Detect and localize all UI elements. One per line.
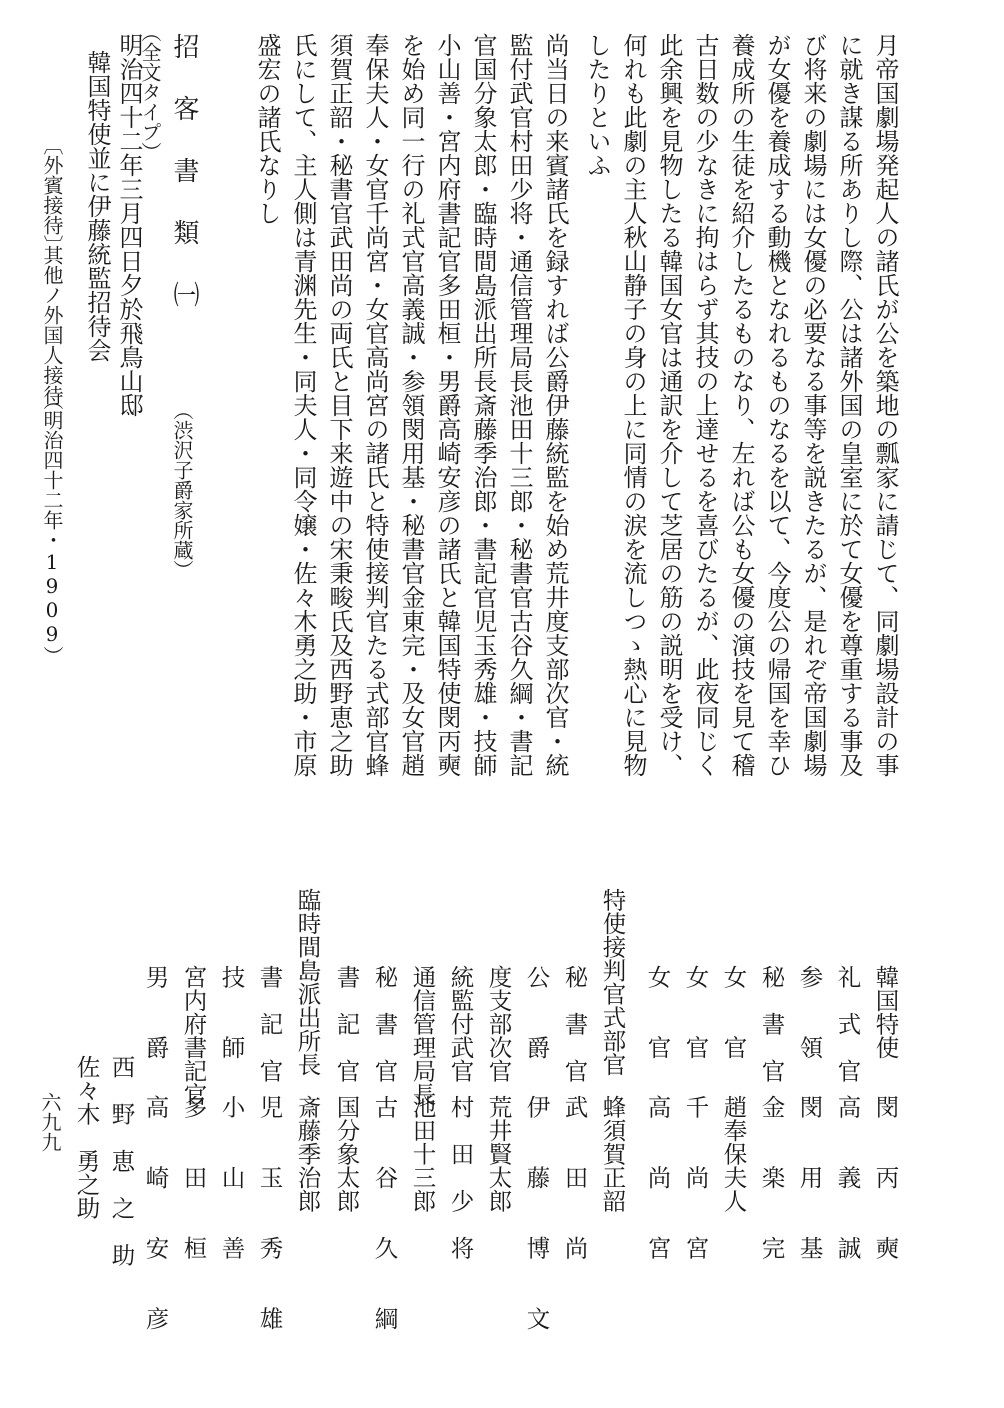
category-label: 〔外賓接待〕 — [40, 135, 64, 255]
body-line: び将来の劇場には女優の必要なる事等を説きたるが、是れぞ帝国劇場 — [799, 33, 827, 777]
body-line: 官国分象太郎・臨時間島派出所長斎藤季治郎・書記官児玉秀雄・技師 — [469, 33, 497, 777]
body-line: を始め同一行の礼式官高義誠・参領閔用基・秘書官金東完・及女官趙 — [397, 33, 425, 777]
guest-name: 金 楽 完 — [757, 1095, 786, 1260]
guest-name: 閔 丙 奭 — [871, 1095, 900, 1260]
guest-role: 技 師 — [217, 965, 246, 1059]
body-line: に就き謀る所ありし際、公は諸外国の皇室に於て女優を尊重する事及 — [835, 33, 863, 777]
guest-role: 礼 式 官 — [833, 965, 862, 1083]
body-line: 此余興を見物したる韓国女官は通訳を介して芝居の筋の説明を受け、 — [655, 33, 683, 777]
guest-role: 参 領 — [795, 965, 824, 1059]
guest-role: 女 官 — [643, 965, 672, 1059]
body-line: 氏にして、主人側は青渊先生・同夫人・同令嬢・佐々木勇之助・市原 — [289, 33, 317, 777]
guest-role: 特使接判官式部官 — [598, 888, 627, 1076]
body-line: 養成所の生徒を紹介したるものなり、左れば公も女優の演技を見て稽 — [727, 33, 755, 777]
guest-role: 男 爵 — [141, 965, 170, 1059]
guest-role: 女 官 — [719, 965, 748, 1059]
guest-role: 通信管理局長 — [408, 965, 437, 1106]
guest-name: 閔 用 基 — [795, 1095, 824, 1260]
body-line: 須賀正韶・秘書官武田尚の両氏と目下来遊中の宋秉畯氏及西野恵之助 — [325, 33, 353, 777]
guest-name: 西 野 恵 之 助 — [107, 1055, 136, 1267]
guest-role: 韓国特使 — [871, 965, 900, 1059]
guest-role: 秘 書 官 — [560, 965, 589, 1083]
guest-role: 女 官 — [681, 965, 710, 1059]
guest-name: 池田十三郎 — [408, 1095, 437, 1213]
guest-name: 蜂須賀正韶 — [598, 1095, 627, 1213]
body-line: が女優を養成する動機となれるものなるを以て、今度公の帰国を幸ひ — [763, 33, 791, 777]
source-note: （渋沢子爵家所蔵） — [170, 400, 194, 580]
guest-name: 児 玉 秀 雄 — [255, 1095, 284, 1330]
body-line: 古日数の少なきに拘はらず其技の上達せるを喜びたるが、此夜同じく — [691, 33, 719, 777]
category-date: （明治四十二年・1909） — [40, 390, 64, 666]
body-line: 監付武官村田少将・通信管理局長池田十三郎・秘書官古谷久綱・書記 — [505, 33, 533, 777]
guest-name: 伊 藤 博 文 — [522, 1095, 551, 1330]
guest-name: 荒井賢太郎 — [484, 1095, 513, 1213]
body-line: 盛宏の諸氏なりし — [253, 33, 281, 225]
guest-role: 宮内府書記官 — [179, 965, 208, 1106]
guest-role: 書 記 官 — [255, 965, 284, 1083]
body-line: したりといふ — [583, 33, 611, 177]
guest-name: 高 義 誠 — [833, 1095, 862, 1260]
body-line: 小山善・宮内府書記官多田桓・男爵高崎安彦の諸氏と韓国特使閔丙奭 — [433, 33, 461, 777]
guest-role: 度支部次官 — [484, 965, 513, 1083]
guest-name: 村 田 少 将 — [446, 1095, 475, 1260]
body-line: 奉保夫人・女官千尚宮・女官高尚宮の諸氏と特使接判官たる式部官蜂 — [361, 33, 389, 777]
guest-role: 臨時間島派出所長 — [293, 888, 322, 1076]
page-number: 六九九 — [38, 1092, 62, 1152]
guest-name: 国分象太郎 — [332, 1095, 361, 1213]
guest-name: 多 田 桓 — [179, 1095, 208, 1260]
guest-role: 秘 書 官 — [757, 965, 786, 1083]
guest-name: 古 谷 久 綱 — [370, 1095, 399, 1330]
guest-name: 小 山 善 — [217, 1095, 246, 1260]
guest-name: 高 尚 宮 — [643, 1095, 672, 1260]
guest-role: 公 爵 — [522, 965, 551, 1059]
category-sub: 其他ノ外国人接待 — [40, 245, 64, 405]
heading-note-title: 韓国特使並に伊藤統監招待会 — [83, 50, 111, 362]
body-line: 月帝国劇場発起人の諸氏が公を築地の瓢家に請じて、同劇場設計の事 — [871, 33, 899, 777]
guest-role: 統監付武官 — [446, 965, 475, 1083]
guest-role: 書 記 官 — [332, 965, 361, 1083]
guest-role: 秘 書 官 — [370, 965, 399, 1083]
guest-name: 斎藤季治郎 — [293, 1095, 322, 1213]
section-heading: 招 客 書 類 ㈠ — [169, 33, 199, 310]
heading-note-type: （全文タイプ） — [138, 22, 162, 162]
guest-name: 千 尚 宮 — [681, 1095, 710, 1260]
body-line: 尚当日の来賓諸氏を録すれば公爵伊藤統監を始め荒井度支部次官・統 — [541, 33, 569, 777]
body-line: 何れも此劇の主人秋山静子の身の上に同情の涙を流しつゝ熱心に見物 — [619, 33, 647, 777]
guest-name: 佐々木 勇之助 — [72, 1055, 101, 1220]
guest-name: 武 田 尚 — [560, 1095, 589, 1260]
guest-name: 高 崎 安 彦 — [141, 1095, 170, 1330]
guest-name: 趙奉保夫人 — [719, 1095, 748, 1213]
heading-note-date: 明治四十二年三月四日夕於飛鳥山邸 — [115, 33, 143, 417]
